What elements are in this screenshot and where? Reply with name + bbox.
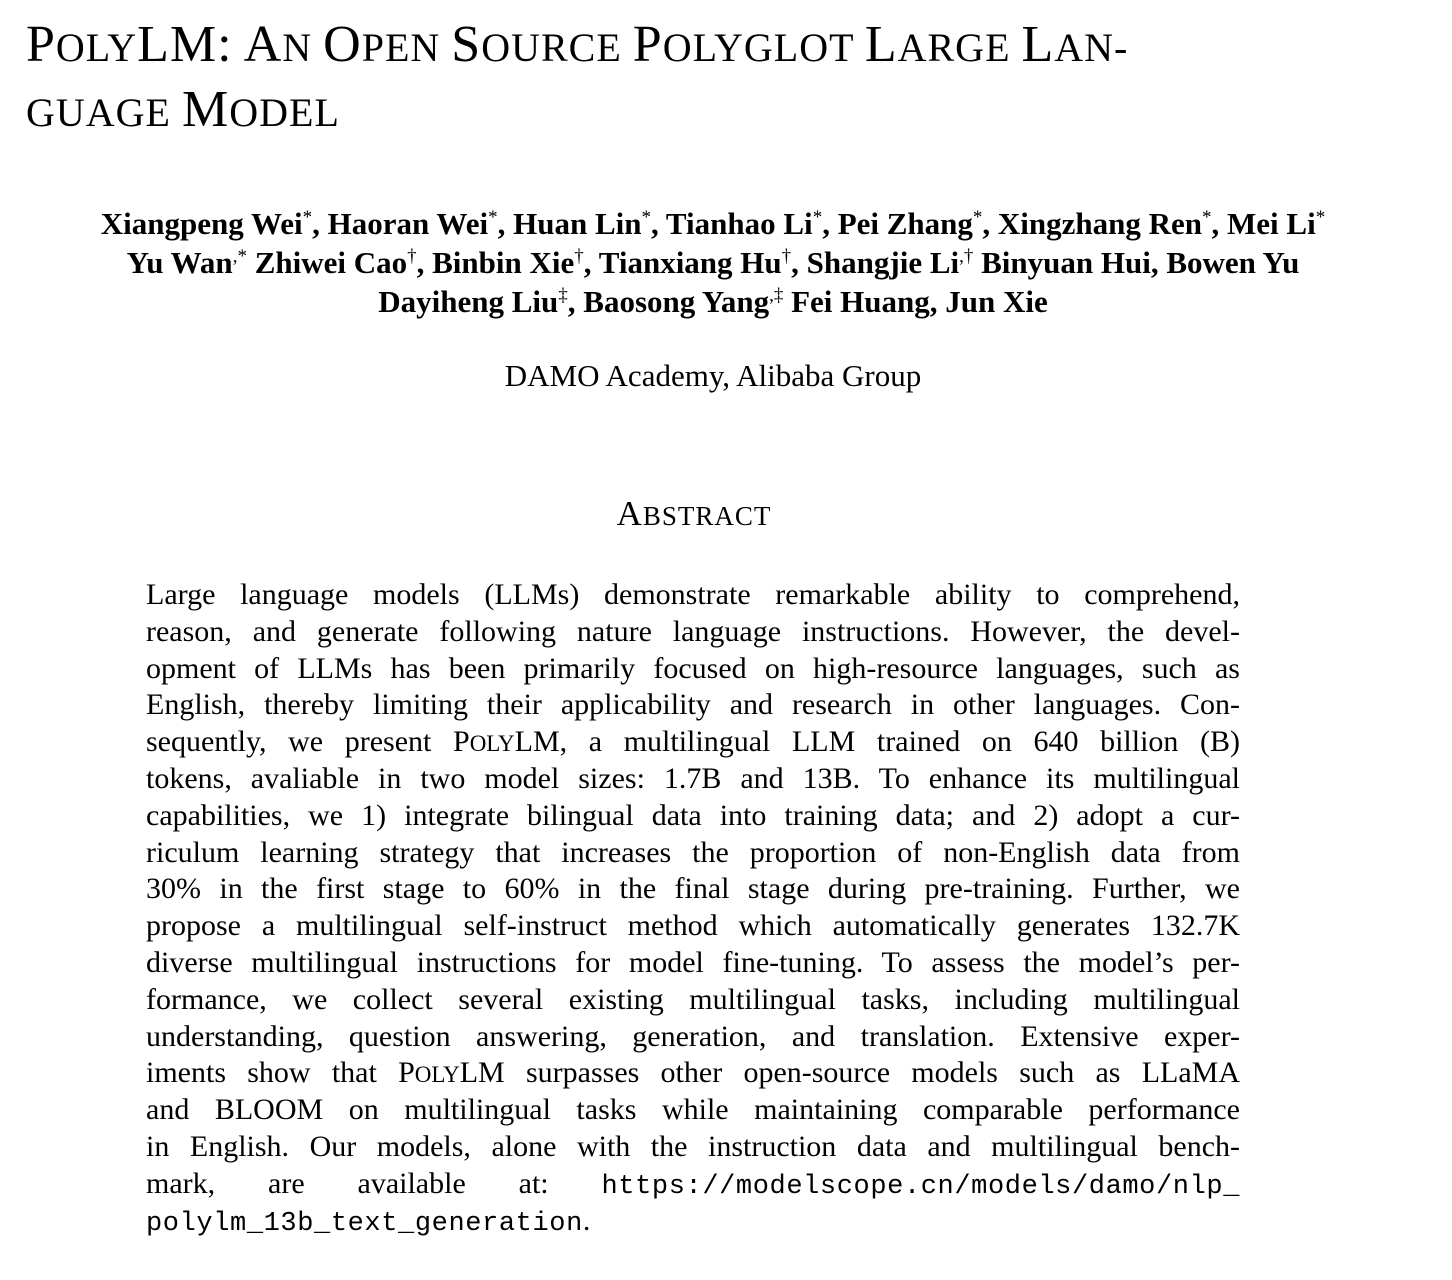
author-affiliation-mark: * xyxy=(641,207,651,228)
author-name: Jun Xie xyxy=(945,284,1048,319)
author-separator: , xyxy=(650,206,666,241)
title-line-2 xyxy=(26,79,1426,144)
author-affiliation-mark: ,‡ xyxy=(769,285,784,306)
author-separator: , xyxy=(929,284,946,319)
author-name: Fei Huang xyxy=(791,284,930,319)
author-separator: , xyxy=(497,206,514,241)
author-separator: , xyxy=(791,245,807,280)
title-line-1 xyxy=(26,14,1426,79)
abstract-line xyxy=(146,1129,1240,1166)
author-affiliation-mark: ‡ xyxy=(558,285,568,306)
author-affiliation-mark: † xyxy=(574,246,584,267)
author-separator: , xyxy=(583,245,599,280)
title-fragment: L xyxy=(1021,16,1055,73)
model-url-link[interactable]: polylm_13b_text_generation xyxy=(146,1208,583,1239)
author-affiliation-mark: * xyxy=(812,207,823,228)
abstract-text: opment of LLMs has been primarily focused on high-resource languages, such as xyxy=(146,651,1240,685)
abstract-text: , a multilingual LLM trained on 640 billion (B) xyxy=(559,725,1241,759)
author-name: Haoran Wei xyxy=(327,206,489,241)
model-name-fragment: P xyxy=(453,725,470,759)
abstract-text: in English. Our models, alone with the instruction data and multilingual bench- xyxy=(146,1129,1240,1163)
model-url-link[interactable]: https://modelscope.cn/models/damo/nlp_ xyxy=(601,1171,1240,1202)
author-name: Tianhao Li xyxy=(665,206,813,241)
author-separator xyxy=(973,245,981,280)
author-name: Huan Lin xyxy=(513,206,642,241)
abstract-text: and BLOOM on multilingual tasks while maintaining comparable performance xyxy=(146,1093,1240,1127)
model-name xyxy=(453,725,560,758)
author-separator: , xyxy=(567,284,584,319)
abstract-heading xyxy=(0,492,1388,538)
author-affiliation-mark: * xyxy=(1202,207,1212,228)
title-fragment: O xyxy=(323,16,362,73)
title-fragment: GUAGE xyxy=(26,90,182,135)
model-name-fragment: OLY xyxy=(414,1062,460,1088)
abstract-text: iments show that xyxy=(146,1056,399,1090)
abstract-line xyxy=(146,651,1240,688)
title-fragment: OLYGLOT xyxy=(662,25,865,70)
abstract-line xyxy=(146,945,1240,982)
model-name-fragment: LM xyxy=(459,1056,505,1090)
abstract-text: capabilities, we 1) integrate bilingual data into training data; and 2) adopt a cur- xyxy=(146,798,1240,832)
title-fragment: P xyxy=(26,16,56,73)
author-separator: , xyxy=(312,206,328,241)
author-line-2 xyxy=(0,243,1426,282)
title-fragment: M xyxy=(181,81,230,138)
abstract-heading-initial: A xyxy=(616,494,643,533)
author-name: Xingzhang Ren xyxy=(997,206,1203,241)
author-name: Tianxiang Hu xyxy=(598,245,782,280)
author-separator: , xyxy=(416,245,433,280)
author-affiliation-mark: ,* xyxy=(232,246,247,267)
abstract-text: surpasses other open-source models such as LLaMA xyxy=(504,1056,1240,1090)
abstract-text: sequently, we present xyxy=(146,725,453,759)
abstract-line xyxy=(146,835,1240,872)
abstract-line xyxy=(146,1166,1240,1203)
model-name-fragment: LM xyxy=(514,725,560,759)
abstract-text: tokens, avaliable in two model sizes: 1.7B and 13B. To enhance its multilingual xyxy=(146,761,1240,795)
author-affiliation-mark: ,† xyxy=(959,246,974,267)
author-name: Dayiheng Liu xyxy=(378,284,559,319)
author-name: Bowen Yu xyxy=(1166,245,1300,280)
abstract-line xyxy=(146,871,1240,908)
abstract-line xyxy=(146,761,1240,798)
title-fragment: L xyxy=(864,16,898,73)
abstract-line xyxy=(146,798,1240,835)
abstract-line xyxy=(146,1019,1240,1056)
title-fragment: AN- xyxy=(1054,25,1129,70)
title-fragment: ODEL xyxy=(229,90,340,135)
abstract-line xyxy=(146,577,1240,614)
author-separator xyxy=(247,245,255,280)
abstract-line xyxy=(146,1092,1240,1129)
author-affiliation-mark: * xyxy=(302,207,313,228)
abstract-text: propose a multilingual self-instruct method which automatically generates 132.7K xyxy=(146,909,1240,943)
model-name xyxy=(398,1056,505,1089)
abstract-text: Large language models (LLMs) demonstrate remarkable ability to comprehend, xyxy=(146,578,1240,611)
abstract-body xyxy=(146,577,1240,1239)
author-name: Yu Wan xyxy=(126,245,233,280)
author-list xyxy=(0,204,1426,321)
author-separator xyxy=(783,284,791,319)
author-separator: , xyxy=(822,206,838,241)
author-separator: , xyxy=(1150,245,1167,280)
model-name-fragment: OLY xyxy=(469,731,515,757)
affiliation: DAMO Academy, Alibaba Group xyxy=(504,358,922,393)
author-name: Binbin Xie xyxy=(432,245,575,280)
author-line-1 xyxy=(0,204,1426,243)
author-name: Zhiwei Cao xyxy=(254,245,408,280)
paper-title xyxy=(26,14,1426,144)
title-fragment: ARGE xyxy=(897,25,1022,70)
abstract-text: understanding, question answering, generation, and translation. Extensive exper- xyxy=(146,1019,1240,1053)
title-fragment: P xyxy=(632,16,663,73)
abstract-line xyxy=(146,982,1240,1019)
author-separator: , xyxy=(982,206,998,241)
author-affiliation-mark: † xyxy=(781,246,792,267)
author-name: Xiangpeng Wei xyxy=(100,206,303,241)
title-fragment: N xyxy=(282,25,324,70)
abstract-line xyxy=(146,1055,1240,1092)
abstract-line xyxy=(146,724,1240,761)
abstract-text: riculum learning strategy that increases the proportion of non-English data from xyxy=(146,835,1240,869)
author-name: Baosong Yang xyxy=(583,284,770,319)
abstract-line xyxy=(146,687,1240,724)
author-affiliation-mark: † xyxy=(407,246,417,267)
abstract-text: diverse multilingual instructions for model fine-tuning. To assess the model’s per- xyxy=(146,945,1240,979)
author-name: Mei Li xyxy=(1227,206,1316,241)
abstract-text: 30% in the first stage to 60% in the final stage during pre-training. Further, we xyxy=(146,872,1240,906)
model-name-fragment: P xyxy=(398,1056,415,1090)
title-fragment: OURCE xyxy=(481,25,633,70)
title-fragment: LM: xyxy=(137,16,244,73)
author-affiliation-mark: * xyxy=(488,207,498,228)
author-affiliation-mark: * xyxy=(972,207,983,228)
title-fragment: A xyxy=(243,16,283,73)
abstract-text: mark, are available at: xyxy=(146,1166,602,1200)
abstract-line xyxy=(146,614,1240,651)
title-fragment: S xyxy=(451,16,482,73)
author-line-3 xyxy=(0,282,1426,321)
author-name: Shangjie Li xyxy=(806,245,960,280)
abstract-text: reason, and generate following nature language instructions. However, the devel- xyxy=(146,614,1240,648)
abstract-line xyxy=(146,1203,1240,1240)
author-name: Pei Zhang xyxy=(837,206,973,241)
abstract-text: . xyxy=(582,1203,591,1237)
title-fragment: OLY xyxy=(55,25,138,70)
title-fragment: PEN xyxy=(361,25,452,70)
author-affiliation-mark: * xyxy=(1315,207,1326,228)
author-name: Binyuan Hui xyxy=(981,245,1151,280)
abstract-text: formance, we collect several existing multilingual tasks, including multilingual xyxy=(146,982,1240,1016)
abstract-heading-rest: BSTRACT xyxy=(642,501,772,531)
author-separator: , xyxy=(1211,206,1228,241)
abstract-line xyxy=(146,908,1240,945)
abstract-text: English, thereby limiting their applicability and research in other languages. Con- xyxy=(146,688,1240,722)
